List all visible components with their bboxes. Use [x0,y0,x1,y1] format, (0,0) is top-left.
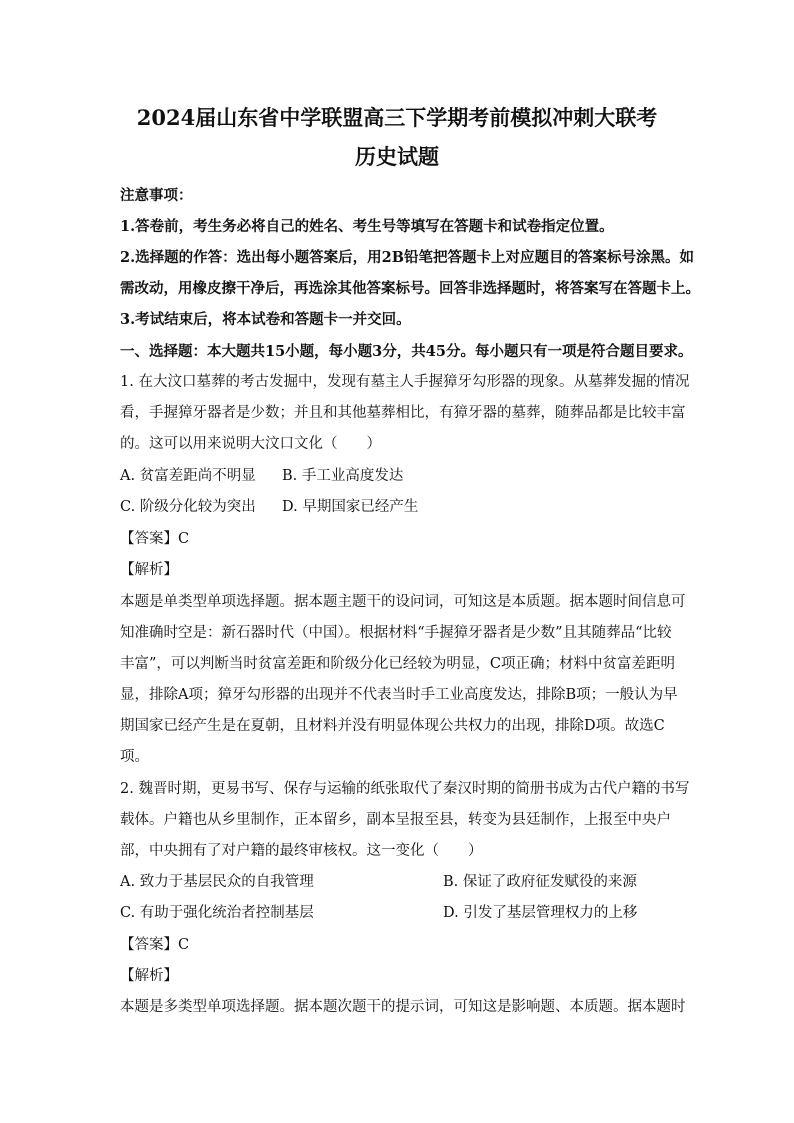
question-2-option-b: B. 保证了政府征发赋役的来源 [443,874,637,890]
notice-item: 需改动，用橡皮擦干净后，再选涂其他答案标号。回答非选择题时，将答案写在答题卡上。 [120,280,700,297]
question-1-analysis: 显，排除A项；獐牙勾形器的出现并不代表当时手工业高度发达，排除B项；一般认为早 [120,687,678,703]
question-1-analysis: 期国家已经产生是在夏朝，且材料并没有明显体现公共权力的出现，排除D项。故选C [120,718,665,734]
question-2-option-a: A. 致力于基层民众的自我管理 [120,874,314,890]
question-2-stem: 2. 魏晋时期，更易书写、保存与运输的纸张取代了秦汉时期的简册书成为古代户籍的书写 [120,781,690,797]
subject-title: 历史试题 [355,144,439,169]
question-1-option-d: D. 早期国家已经产生 [282,499,419,515]
question-1-analysis: 本题是单类型单项选择题。据本题主题干的设问词，可知这是本质题。据本题时间信息可 [120,594,686,610]
question-1-analysis: 丰富”，可以判断当时贫富差距和阶级分化已经较为明显，C项正确；材料中贫富差距明 [120,656,676,672]
notice-heading: 注意事项： [120,187,193,204]
question-1-answer: 【答案】C [120,531,190,547]
question-1-stem: 看，手握獐牙器者是少数；并且和其他墓葬相比，有獐牙器的墓葬，随葬品都是比较丰富 [120,405,686,421]
question-2-option-c: C. 有助于强化统治者控制基层 [120,905,314,921]
question-2-option-d: D. 引发了基层管理权力的上移 [443,905,638,921]
question-1-option-a: A. 贫富差距尚不明显 [120,468,256,484]
question-2-analysis: 本题是多类型单项选择题。据本题次题干的提示词，可知这是影响题、本质题。据本题时 [120,999,686,1015]
question-2-stem: 部，中央拥有了对户籍的最终审核权。这一变化（ ） [120,843,483,859]
exam-title: 2024届山东省中学联盟高三下学期考前模拟冲刺大联考 [136,105,658,130]
question-1-stem: 的。这可以用来说明大汶口文化（ ） [120,436,381,452]
notice-item: 1.答卷前，考生务必将自己的姓名、考生号等填写在答题卡和试卷指定位置。 [120,218,614,235]
question-2-analysis-label: 【解析】 [120,968,178,984]
question-1-stem: 1. 在大汶口墓葬的考古发掘中，发现有墓主人手握獐牙勾形器的现象。从墓葬发掘的情况 [120,374,690,390]
question-1-analysis-label: 【解析】 [120,562,178,578]
question-1-analysis: 知准确时空是：新石器时代（中国）。根据材料“手握獐牙器者是少数”且其随葬品“比较 [120,625,672,641]
question-1-option-c: C. 阶级分化较为突出 [120,499,256,515]
section-heading: 一、选择题：本大题共15小题，每小题3分，共45分。每小题只有一项是符合题目要求。 [120,343,693,360]
notice-item: 2.选择题的作答：选出每小题答案后，用2B铅笔把答题卡上对应题目的答案标号涂黑。如 [120,249,694,266]
notice-item: 3.考试结束后，将本试卷和答题卡一并交回。 [120,311,411,328]
question-1-analysis: 项。 [120,749,149,765]
question-1-option-b: B. 手工业高度发达 [282,468,404,484]
question-2-stem: 载体。户籍也从乡里制作，正本留乡，副本呈报至县，转变为县廷制作，上报至中央户 [120,812,671,828]
question-2-answer: 【答案】C [120,937,190,953]
